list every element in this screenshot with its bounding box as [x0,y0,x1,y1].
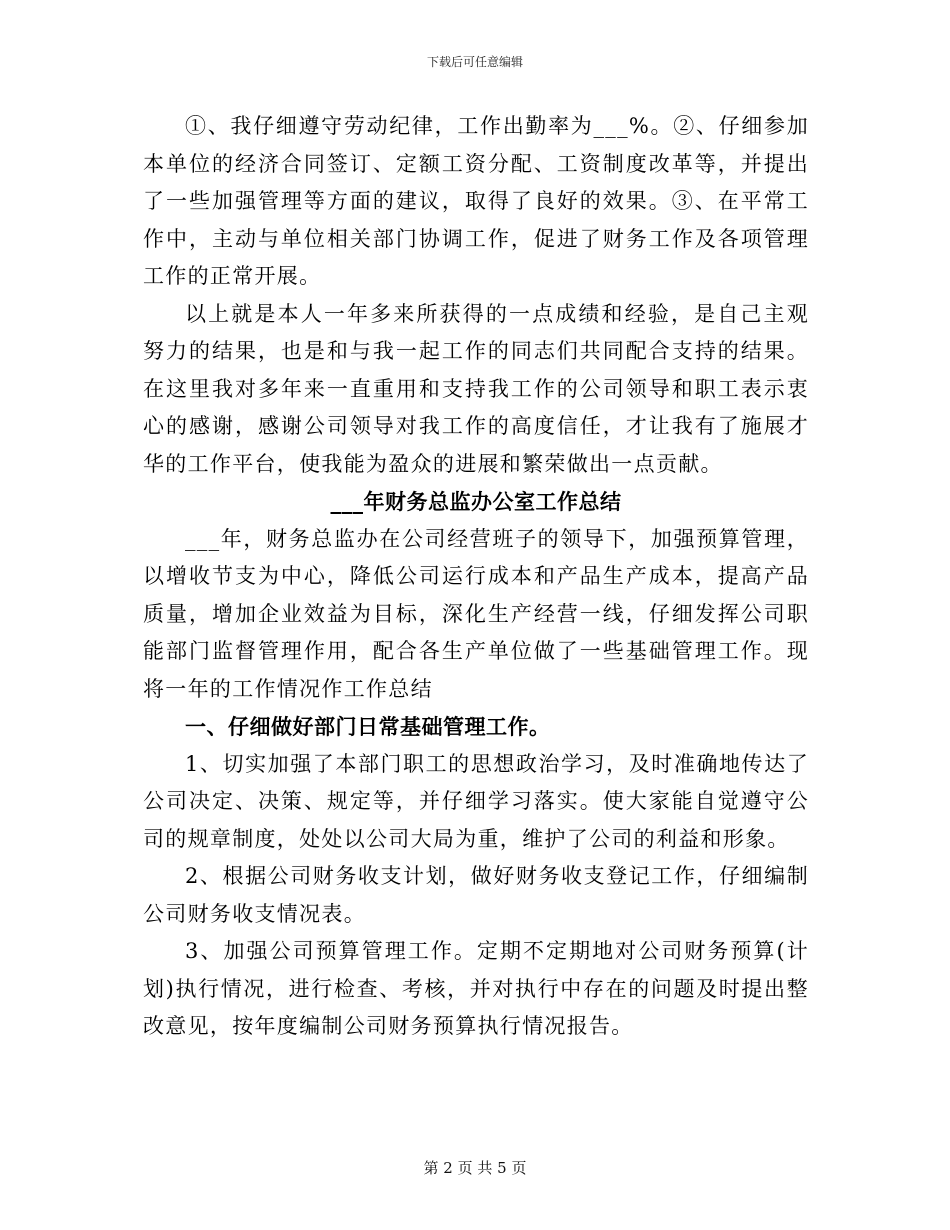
page-header: 下载后可任意编辑 [426,55,523,69]
paragraph-attendance: ①、我仔细遵守劳动纪律，工作出勤率为___%。②、仔细参加本单位的经济合同签订、定额工资分配、工资制度改革等，并提出了一些加强管理等方面的建议，取得了良好的效果。③、在平常工作中，主动与单位相关部门协调工作，促进了财务工作及各项管理工作的正常开展。 [143,114,809,288]
page-footer: 第 2 页 共 5 页 [423,1159,527,1177]
paragraph-item-2: 2、根据公司财务收支计划，做好财务收支登记工作，仔细编制公司财务收支情况表。 [143,864,809,926]
paragraph-intro: ___年，财务总监办在公司经营班子的领导下，加强预算管理，以增收节支为中心，降低公司运行成本和产品生产成本，提高产品质量，增加企业效益为目标，深化生产经营一线，仔细发挥公司职能部门监督管理作用，配合各生产单位做了一些基础管理工作。现将一年的工作情况作工作总结 [143,526,809,701]
section-heading-1: 一、仔细做好部门日常基础管理工作。 [185,714,551,739]
paragraph-item-1: 1、切实加强了本部门职工的思想政治学习，及时准确地传达了公司决定、决策、规定等，并仔细学习落实。使大家能自觉遵守公司的规章制度，处处以公司大局为重，维护了公司的利益和形象。 [143,751,809,851]
paragraph-summary-thanks: 以上就是本人一年多来所获得的一点成绩和经验，是自己主观努力的结果，也是和与我一起工作的同志们共同配合支持的结果。在这里我对多年来一直重用和支持我工作的公司领导和职工表示衷心的感谢，感谢公司领导对我工作的高度信任，才让我有了施展才华的工作平台，使我能为盈众的进展和繁荣做出一点贡献。 [143,301,809,476]
section-title: ___年财务总监办公室工作总结 [330,489,622,514]
paragraph-item-3: 3、加强公司预算管理工作。定期不定期地对公司财务预算(计划)执行情况，进行检查、考核，并对执行中存在的问题及时提出整改意见，按年度编制公司财务预算执行情况报告。 [143,939,809,1038]
document-body [143,108,809,1046]
